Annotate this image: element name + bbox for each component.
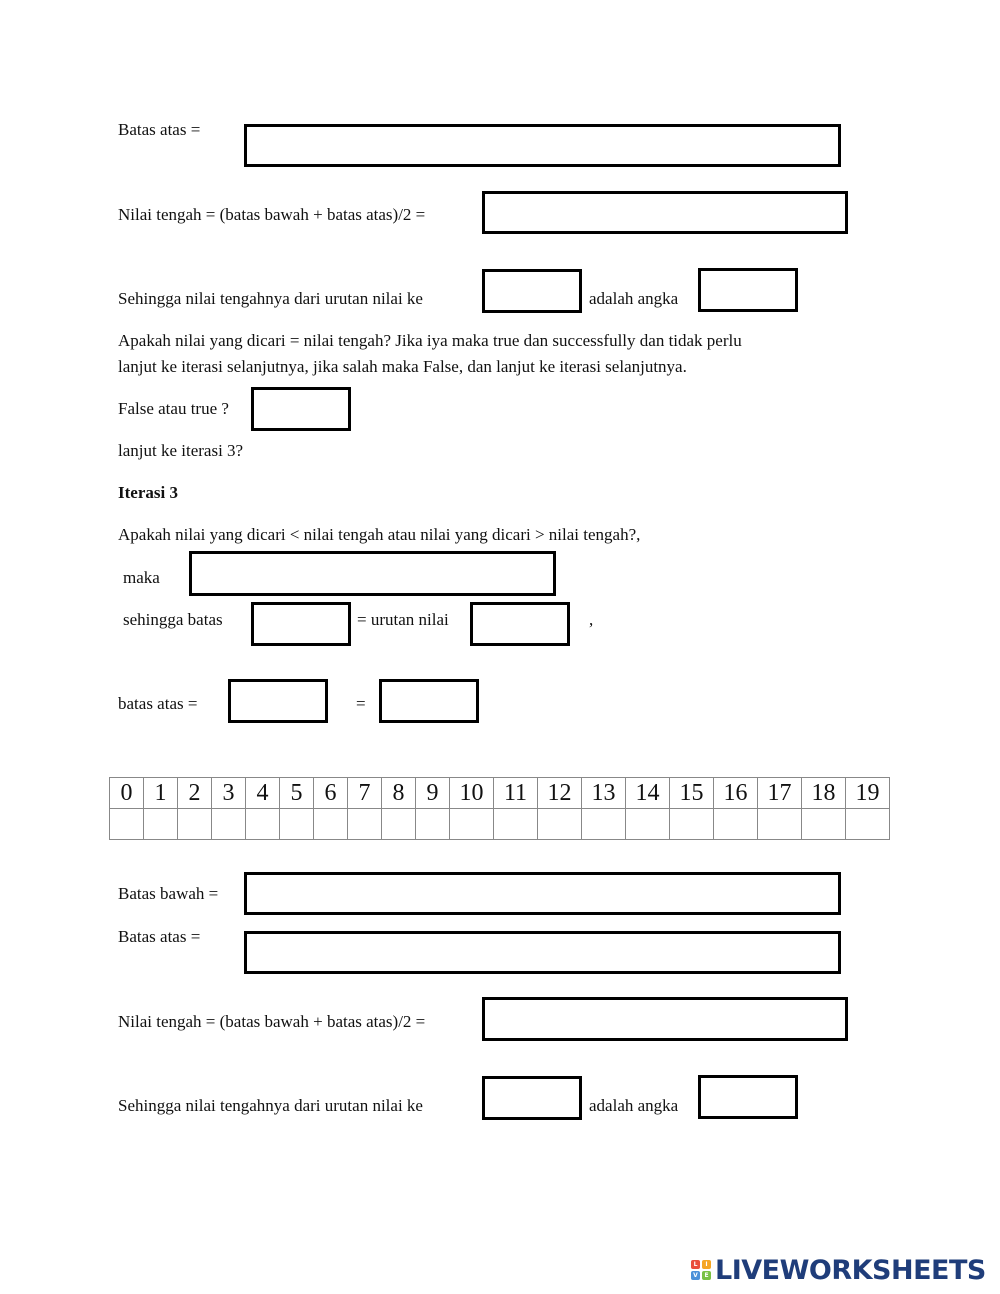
batas-bawah-input[interactable] <box>244 872 841 915</box>
liveworksheets-logo <box>691 1252 986 1288</box>
nilai-tengah-input-2[interactable] <box>482 997 848 1041</box>
index-header-row <box>110 778 890 809</box>
value-row <box>110 809 890 840</box>
index-cell: 13 <box>582 778 626 809</box>
index-cell: 4 <box>246 778 280 809</box>
index-cell: 1 <box>144 778 178 809</box>
equals-sign: = <box>356 694 366 713</box>
nilai-tengah-label: Nilai tengah = (batas bawah + batas atas)/2 = <box>118 205 426 224</box>
value-cell[interactable] <box>582 809 626 840</box>
value-cell[interactable] <box>212 809 246 840</box>
value-cell[interactable] <box>382 809 416 840</box>
index-table <box>109 777 890 840</box>
batas-atas-value-input[interactable] <box>379 679 479 723</box>
batas-bawah-label: Batas bawah = <box>118 884 219 903</box>
value-cell[interactable] <box>416 809 450 840</box>
index-cell: 16 <box>714 778 758 809</box>
value-cell[interactable] <box>314 809 348 840</box>
adalah-angka-label: adalah angka <box>589 289 679 308</box>
index-cell: 8 <box>382 778 416 809</box>
value-cell[interactable] <box>246 809 280 840</box>
value-cell[interactable] <box>348 809 382 840</box>
nilai-tengah-label-2: Nilai tengah = (batas bawah + batas atas)/2 = <box>118 1012 426 1031</box>
maka-input[interactable] <box>189 551 556 596</box>
maka-label: maka <box>123 568 160 587</box>
index-cell: 5 <box>280 778 314 809</box>
adalah-angka-label-2: adalah angka <box>589 1096 679 1115</box>
logo-mark-icon <box>691 1260 711 1280</box>
logo-text: LIVEWORKSHEETS <box>715 1254 986 1286</box>
urutan-nilai-input[interactable] <box>482 269 582 313</box>
value-cell[interactable] <box>758 809 802 840</box>
urutan-nilai-input-2[interactable] <box>482 1076 582 1120</box>
value-cell[interactable] <box>144 809 178 840</box>
index-cell: 9 <box>416 778 450 809</box>
logo-mark-tile: V <box>691 1271 700 1280</box>
question-line-1: Apakah nilai yang dicari = nilai tengah? Jika iya maka true dan successfully dan tidak perlu <box>118 331 742 350</box>
value-cell[interactable] <box>280 809 314 840</box>
value-cell[interactable] <box>802 809 846 840</box>
index-cell: 11 <box>494 778 538 809</box>
urutan-nilai-value-input[interactable] <box>470 602 570 646</box>
batas-atas-input-2[interactable] <box>244 931 841 974</box>
index-cell: 3 <box>212 778 246 809</box>
batas-atas-eq-label: batas atas = <box>118 694 198 713</box>
value-cell[interactable] <box>450 809 494 840</box>
index-cell: 7 <box>348 778 382 809</box>
value-cell[interactable] <box>110 809 144 840</box>
false-true-input[interactable] <box>251 387 351 431</box>
nilai-tengah-input[interactable] <box>482 191 848 234</box>
question-line-2: lanjut ke iterasi selanjutnya, jika salah maka False, dan lanjut ke iterasi selanjutnya. <box>118 357 687 376</box>
logo-mark-tile: L <box>691 1260 700 1269</box>
value-cell[interactable] <box>626 809 670 840</box>
value-cell[interactable] <box>538 809 582 840</box>
index-cell: 0 <box>110 778 144 809</box>
value-cell[interactable] <box>670 809 714 840</box>
value-cell[interactable] <box>714 809 758 840</box>
value-cell[interactable] <box>178 809 212 840</box>
index-cell: 10 <box>450 778 494 809</box>
comma: , <box>589 610 594 629</box>
angka-input[interactable] <box>698 268 798 312</box>
sehingga-batas-label: sehingga batas <box>123 610 223 629</box>
angka-input-2[interactable] <box>698 1075 798 1119</box>
iterasi-3-question: Apakah nilai yang dicari < nilai tengah atau nilai yang dicari > nilai tengah?, <box>118 525 641 544</box>
value-cell[interactable] <box>494 809 538 840</box>
logo-mark-tile: E <box>702 1271 711 1280</box>
iterasi-3-heading: Iterasi 3 <box>118 483 178 502</box>
batas-atas-index-input[interactable] <box>228 679 328 723</box>
value-cell[interactable] <box>846 809 890 840</box>
index-cell: 14 <box>626 778 670 809</box>
false-true-label: False atau true ? <box>118 399 229 418</box>
sehingga-label-2: Sehingga nilai tengahnya dari urutan nilai ke <box>118 1096 423 1115</box>
index-cell: 15 <box>670 778 714 809</box>
logo-mark-tile: I <box>702 1260 711 1269</box>
batas-atas-label: Batas atas = <box>118 120 201 139</box>
index-cell: 17 <box>758 778 802 809</box>
index-cell: 2 <box>178 778 212 809</box>
urutan-nilai-label: = urutan nilai <box>357 610 449 629</box>
index-cell: 18 <box>802 778 846 809</box>
lanjut-label: lanjut ke iterasi 3? <box>118 441 244 460</box>
batas-type-input[interactable] <box>251 602 351 646</box>
index-cell: 6 <box>314 778 348 809</box>
index-cell: 12 <box>538 778 582 809</box>
sehingga-label: Sehingga nilai tengahnya dari urutan nilai ke <box>118 289 423 308</box>
index-cell: 19 <box>846 778 890 809</box>
batas-atas-input[interactable] <box>244 124 841 167</box>
batas-atas-label-2: Batas atas = <box>118 927 201 946</box>
